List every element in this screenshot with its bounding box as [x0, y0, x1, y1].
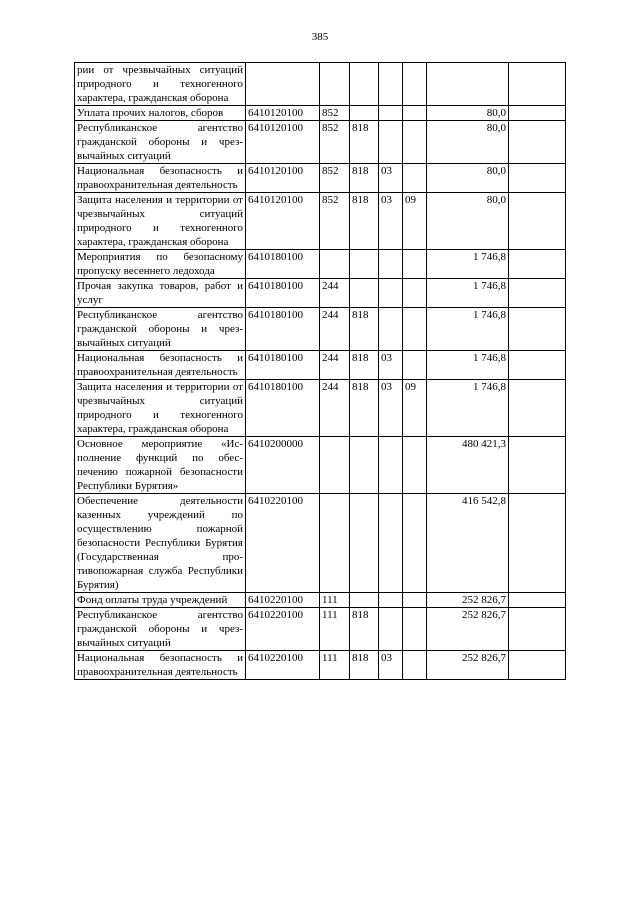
- table-row: [75, 351, 566, 380]
- page-number: 385: [311, 31, 329, 43]
- table-row: [75, 193, 566, 250]
- row-name: Защита населения и территории от чрезвычайных ситуаций природного и техногенного характера, гражданская оборона: [75, 193, 246, 250]
- table-row: [75, 380, 566, 437]
- subsection-code: 09: [403, 380, 427, 437]
- table-row: [75, 164, 566, 193]
- expense-type-code: 244: [320, 380, 350, 437]
- row-name: Республиканское агентство гражданской обороны и чрезвычайных ситуаций: [75, 608, 246, 651]
- extra-amount: [509, 164, 566, 193]
- extra-amount: [509, 494, 566, 593]
- budget-table: [74, 62, 566, 680]
- extra-amount: [509, 193, 566, 250]
- amount: 1 746,8: [427, 279, 509, 308]
- amount: 1 746,8: [427, 351, 509, 380]
- amount: 80,0: [427, 106, 509, 121]
- section-code: 03: [379, 651, 403, 680]
- expense-type-code: 244: [320, 279, 350, 308]
- amount: [427, 63, 509, 106]
- amount: 80,0: [427, 121, 509, 164]
- extra-amount: [509, 63, 566, 106]
- ministry-code: [350, 63, 379, 106]
- subsection-code: [403, 494, 427, 593]
- table-row: [75, 651, 566, 680]
- expense-type-code: 244: [320, 351, 350, 380]
- table-row: [75, 279, 566, 308]
- subsection-code: [403, 651, 427, 680]
- row-name: Обеспечение деятельности казенных учреждений по осуществлению пожарной безопасности Республики Бурятия (Государственная противопожарная служба Республики Бурятия): [75, 494, 246, 593]
- row-name: Республиканское агентство гражданской обороны и чрезвычайных ситуаций: [75, 121, 246, 164]
- extra-amount: [509, 121, 566, 164]
- table-row: [75, 250, 566, 279]
- extra-amount: [509, 106, 566, 121]
- target-article-code: 6410200000: [246, 437, 320, 494]
- row-name: Национальная безопасность и правоохранительная деятельность: [75, 351, 246, 380]
- row-name: Защита населения и территории от чрезвычайных ситуаций природного и техногенного характера, гражданская оборона: [75, 380, 246, 437]
- section-code: [379, 437, 403, 494]
- subsection-code: [403, 437, 427, 494]
- subsection-code: [403, 250, 427, 279]
- ministry-code: 818: [350, 651, 379, 680]
- section-code: [379, 593, 403, 608]
- amount: 1 746,8: [427, 380, 509, 437]
- subsection-code: [403, 308, 427, 351]
- expense-type-code: 111: [320, 608, 350, 651]
- subsection-code: [403, 106, 427, 121]
- subsection-code: [403, 164, 427, 193]
- extra-amount: [509, 651, 566, 680]
- target-article-code: 6410220100: [246, 608, 320, 651]
- target-article-code: [246, 63, 320, 106]
- extra-amount: [509, 593, 566, 608]
- extra-amount: [509, 380, 566, 437]
- ministry-code: 818: [350, 308, 379, 351]
- ministry-code: 818: [350, 351, 379, 380]
- subsection-code: [403, 63, 427, 106]
- expense-type-code: 852: [320, 193, 350, 250]
- extra-amount: [509, 351, 566, 380]
- row-name: Уплата прочих налогов, сборов: [75, 106, 246, 121]
- target-article-code: 6410180100: [246, 351, 320, 380]
- subsection-code: [403, 351, 427, 380]
- extra-amount: [509, 250, 566, 279]
- ministry-code: [350, 494, 379, 593]
- subsection-code: [403, 608, 427, 651]
- target-article-code: 6410180100: [246, 308, 320, 351]
- expense-type-code: 111: [320, 651, 350, 680]
- subsection-code: [403, 279, 427, 308]
- expense-type-code: 852: [320, 121, 350, 164]
- section-code: 03: [379, 164, 403, 193]
- expense-type-code: [320, 437, 350, 494]
- ministry-code: [350, 106, 379, 121]
- extra-amount: [509, 608, 566, 651]
- ministry-code: 818: [350, 380, 379, 437]
- section-code: [379, 608, 403, 651]
- subsection-code: 09: [403, 193, 427, 250]
- expense-type-code: 852: [320, 164, 350, 193]
- expense-type-code: 244: [320, 308, 350, 351]
- section-code: [379, 121, 403, 164]
- row-name: Основное мероприятие «Исполнение функций по обеспечению пожарной безопасности Республики Бурятия»: [75, 437, 246, 494]
- target-article-code: 6410120100: [246, 121, 320, 164]
- row-name: Прочая закупка товаров, работ и услуг: [75, 279, 246, 308]
- table-row: [75, 494, 566, 593]
- table-row: [75, 121, 566, 164]
- target-article-code: 6410220100: [246, 593, 320, 608]
- target-article-code: 6410220100: [246, 651, 320, 680]
- target-article-code: 6410120100: [246, 106, 320, 121]
- table-row: [75, 308, 566, 351]
- ministry-code: 818: [350, 608, 379, 651]
- expense-type-code: [320, 494, 350, 593]
- table-row: [75, 593, 566, 608]
- amount: 480 421,3: [427, 437, 509, 494]
- section-code: [379, 279, 403, 308]
- section-code: [379, 63, 403, 106]
- target-article-code: 6410180100: [246, 250, 320, 279]
- ministry-code: [350, 279, 379, 308]
- amount: 80,0: [427, 193, 509, 250]
- row-name: Национальная безопасность и правоохранительная деятельность: [75, 651, 246, 680]
- row-name: Фонд оплаты труда учреждений: [75, 593, 246, 608]
- ministry-code: 818: [350, 193, 379, 250]
- amount: 80,0: [427, 164, 509, 193]
- extra-amount: [509, 437, 566, 494]
- table-row: [75, 437, 566, 494]
- amount: 1 746,8: [427, 250, 509, 279]
- table-row: [75, 608, 566, 651]
- ministry-code: 818: [350, 164, 379, 193]
- section-code: 03: [379, 380, 403, 437]
- row-name: Республиканское агентство гражданской обороны и чрезвычайных ситуаций: [75, 308, 246, 351]
- extra-amount: [509, 279, 566, 308]
- row-name: рии от чрезвычайных ситуаций природного и техногенного характера, гражданская оборона: [75, 63, 246, 106]
- row-name: Национальная безопасность и правоохранительная деятельность: [75, 164, 246, 193]
- expense-type-code: [320, 250, 350, 279]
- row-name: Мероприятия по безопасному пропуску весеннего ледохода: [75, 250, 246, 279]
- section-code: [379, 494, 403, 593]
- ministry-code: [350, 437, 379, 494]
- section-code: 03: [379, 351, 403, 380]
- target-article-code: 6410220100: [246, 494, 320, 593]
- section-code: [379, 250, 403, 279]
- section-code: [379, 106, 403, 121]
- target-article-code: 6410120100: [246, 193, 320, 250]
- subsection-code: [403, 121, 427, 164]
- amount: 1 746,8: [427, 308, 509, 351]
- expense-type-code: 852: [320, 106, 350, 121]
- table-row: [75, 106, 566, 121]
- section-code: [379, 308, 403, 351]
- ministry-code: [350, 593, 379, 608]
- expense-type-code: [320, 63, 350, 106]
- target-article-code: 6410180100: [246, 380, 320, 437]
- target-article-code: 6410120100: [246, 164, 320, 193]
- amount: 252 826,7: [427, 608, 509, 651]
- amount: 416 542,8: [427, 494, 509, 593]
- ministry-code: [350, 250, 379, 279]
- amount: 252 826,7: [427, 593, 509, 608]
- section-code: 03: [379, 193, 403, 250]
- table-row: [75, 63, 566, 106]
- target-article-code: 6410180100: [246, 279, 320, 308]
- extra-amount: [509, 308, 566, 351]
- amount: 252 826,7: [427, 651, 509, 680]
- ministry-code: 818: [350, 121, 379, 164]
- subsection-code: [403, 593, 427, 608]
- expense-type-code: 111: [320, 593, 350, 608]
